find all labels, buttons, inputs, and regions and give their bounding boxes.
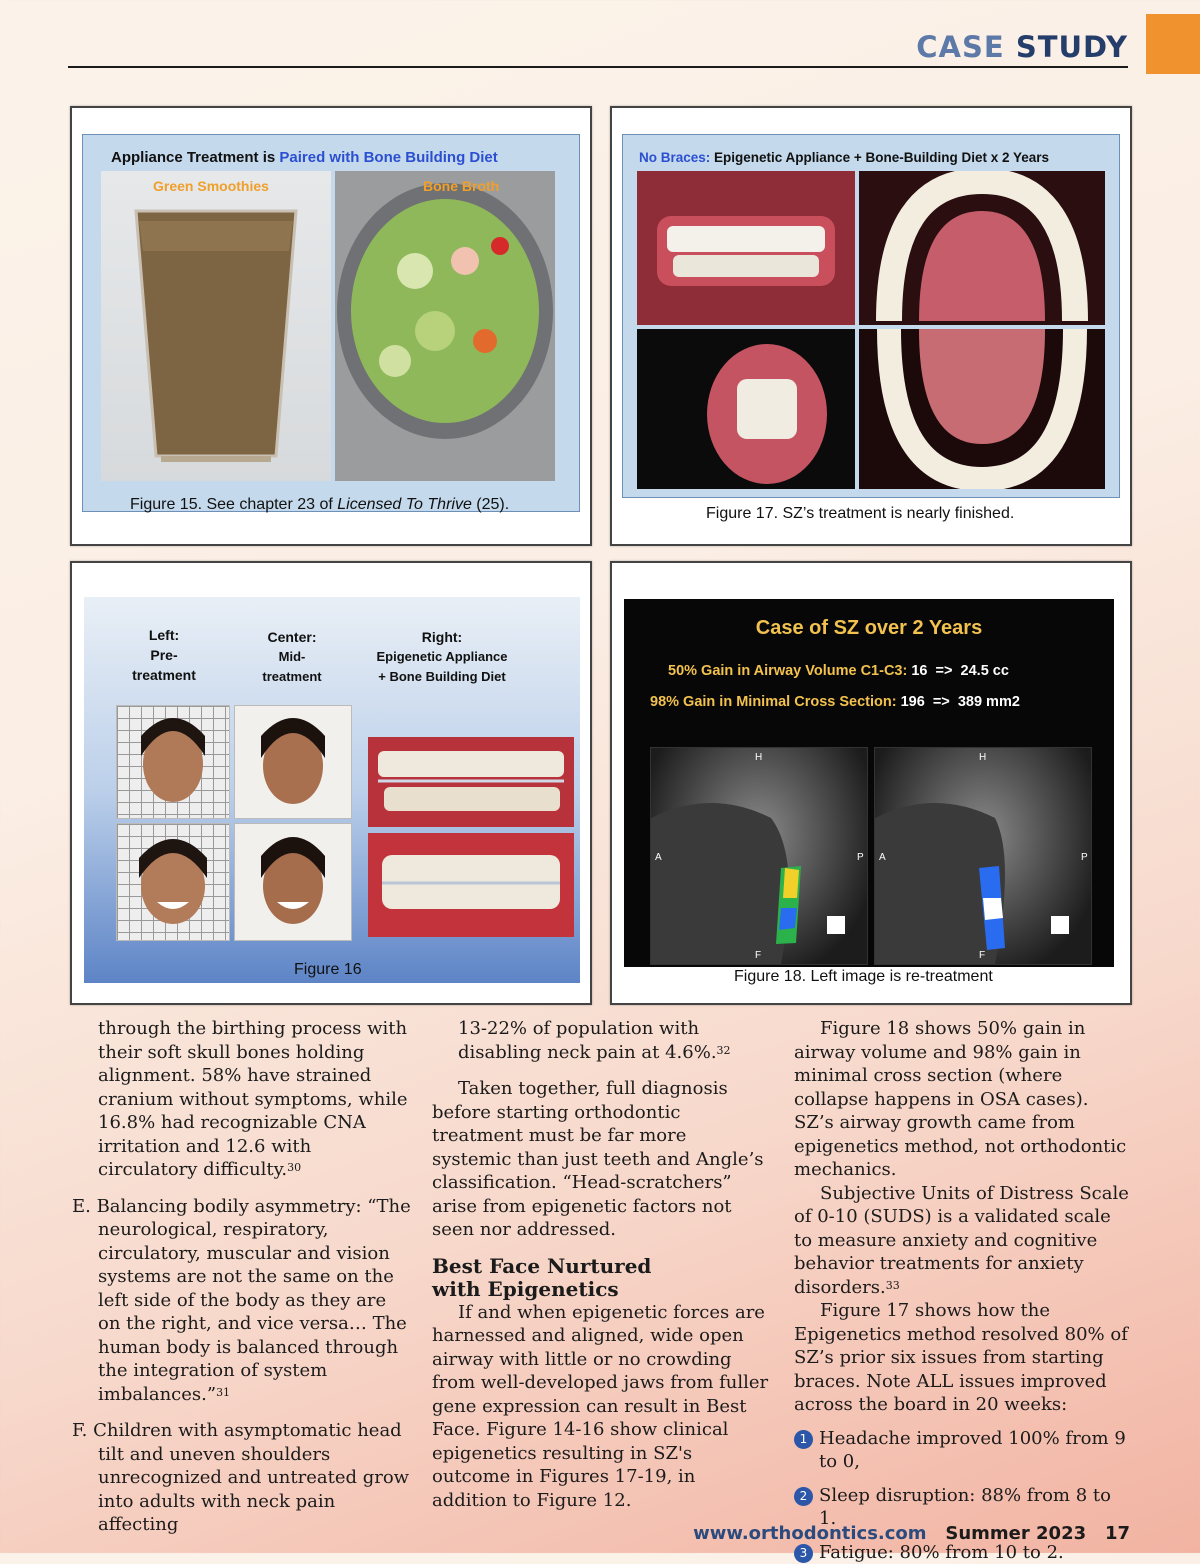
paragraph-figure-18: Figure 18 shows 50% gain in airway volume and 98% gain in minimal cross section (where collapse happens in OSA cases). SZ’s airway growth came from epigenetics method, not orthodontic mechanics. (794, 1017, 1130, 1182)
upper-arch-image (859, 171, 1105, 325)
figure-15-panel (82, 134, 580, 512)
paragraph-birthing: through the birthing process with their soft skull bones holding alignment. 58% have strained cranium without symptoms, while 16.8% had recognizable CNA irritation and 12.6 with circulatory difficulty.$^{30}$ (72, 1017, 412, 1182)
column-3 (794, 1017, 1130, 1564)
page-number: 17 (1105, 1523, 1130, 1544)
figure-17-panel (622, 134, 1120, 498)
paragraph-figure-17: Figure 17 shows how the Epigenetics method resolved 80% of SZ’s prior six issues from starting braces. Note ALL issues improved across the board in 20 weeks: (794, 1299, 1130, 1417)
appliance-photo-open (368, 737, 574, 827)
figure-18 (610, 561, 1132, 1005)
ct-scan-posttreatment (874, 747, 1092, 965)
figure-16-caption: Figure 16 (294, 961, 362, 979)
green-smoothies-label: Green Smoothies (153, 178, 269, 194)
figure-15 (70, 106, 592, 546)
figure-17-title: No Braces: Epigenetic Appliance + Bone-Building Diet x 2 Years (639, 150, 1049, 165)
face-photo-pre-smile (116, 823, 230, 941)
column-2 (432, 1017, 770, 1512)
upper-arch-photo (859, 171, 1105, 325)
paragraph-epigenetic-forces: If and when epigenetic forces are harnessed and aligned, wide open airway with little or no crowding from well-developed jaws from fuller gene expression can result in Best Face. Figure 14-16 show clinical epigenetics resulting in SZ's outcome in Figures 17-19, in addition to Figure 12. (432, 1301, 770, 1513)
figure-15-title: Appliance Treatment is Paired with Bone Building Diet (111, 149, 498, 166)
page-footer (693, 1523, 1130, 1544)
face-photo-mid-smile (234, 823, 352, 941)
bone-broth-photo (335, 171, 555, 481)
paragraph-item-f: F. Children with asymptomatic head tilt and uneven shoulders unrecognized and untreated grow into adults with neck pain affecting (72, 1419, 412, 1537)
svg-text:F: F (979, 950, 985, 961)
lateral-teeth-image (637, 329, 855, 489)
lateral-teeth-photo (637, 329, 855, 489)
bone-broth-pot-image (335, 171, 555, 481)
issue-label: Summer 2023 (945, 1523, 1086, 1544)
website-link[interactable]: www.orthodontics.com (693, 1523, 926, 1544)
figure-18-title: Case of SZ over 2 Years (624, 617, 1114, 640)
paragraph-suds: Subjective Units of Distress Scale of 0-10 (SUDS) is a validated scale to measure anxiety and cognitive behavior treatments for anxiety disorders.$^{33}$ (794, 1182, 1130, 1300)
smoothie-glass-image (101, 171, 331, 481)
lower-arch-image (859, 329, 1105, 489)
paragraph-full-diagnosis: Taken together, full diagnosis before starting orthodontic treatment must be far more systemic than just teeth and Angle’s classification. “Head-scratchers” arise from epigenetic factors not seen nor addressed. (432, 1077, 770, 1242)
number-1-icon: 1 (794, 1430, 813, 1449)
svg-text:A: A (879, 852, 886, 863)
svg-text:F: F (755, 950, 761, 961)
list-item-fatigue: 3 Fatigue: 80% from 10 to 2. (794, 1541, 1130, 1564)
bone-broth-label: Bone Broth (423, 178, 499, 194)
figure-16 (70, 561, 592, 1005)
face-photo-pre-neutral (116, 705, 230, 819)
paragraph-item-e: E. Balancing bodily asymmetry: “The neurological, respiratory, circulatory, muscular and vision systems are not the same on the left side of the body as they are on the right, and vice versa… The human body is balanced through the integration of system imbalances.”$^{31}$ (72, 1195, 412, 1407)
frontal-teeth-photo (637, 171, 855, 325)
list-item-headache: 1 Headache improved 100% from 9 to 0, (794, 1427, 1130, 1474)
airway-scan-right-image (875, 748, 1091, 964)
svg-text:P: P (857, 852, 864, 863)
figure-18-caption: Figure 18. Left image is re-treatment (734, 968, 993, 986)
lower-arch-photo (859, 329, 1105, 489)
appliance-photo-closed (368, 833, 574, 937)
airway-scan-left-image (651, 748, 867, 964)
section-heading: Best Face Nurtured with Epigenetics (432, 1255, 770, 1301)
header-rule (68, 66, 1128, 68)
left-pretreatment-label: Left: Pre- treatment (114, 625, 214, 685)
svg-text:H: H (979, 752, 986, 763)
ct-scan-pretreatment (650, 747, 868, 965)
right-epigenetic-label: Right: Epigenetic Appliance + Bone Building Diet (352, 627, 532, 687)
face-photo-mid-neutral (234, 705, 352, 819)
number-3-icon: 3 (794, 1544, 813, 1563)
svg-text:A: A (655, 852, 662, 863)
figure-17-caption: Figure 17. SZ’s treatment is nearly finished. (706, 505, 1014, 523)
cross-section-line: 98% Gain in Minimal Cross Section: 196 => 389 mm2 (650, 694, 1020, 710)
figure-16-panel (84, 597, 580, 983)
center-midtreatment-label: Center: Mid- treatment (242, 627, 342, 687)
number-2-icon: 2 (794, 1487, 813, 1506)
figure-18-panel (624, 599, 1114, 967)
svg-text:H: H (755, 752, 762, 763)
section-title: CASE STUDY (916, 30, 1128, 64)
smoothie-photo (101, 171, 331, 481)
figure-15-caption: Figure 15. See chapter 23 of Licensed To Thrive (25). (130, 496, 509, 514)
airway-volume-line: 50% Gain in Airway Volume C1-C3: 16 => 24.5 cc (668, 663, 1009, 679)
frontal-teeth-image (637, 171, 855, 325)
column-1 (72, 1017, 412, 1537)
paragraph-neck-pain: 13-22% of population with disabling neck pain at 4.6%.$^{32}$ (432, 1017, 770, 1064)
list-item-sleep: 2 Sleep disruption: 88% from 8 to 1. (794, 1484, 1130, 1531)
figure-17 (610, 106, 1132, 546)
section-tab-decoration (1146, 14, 1200, 74)
svg-text:P: P (1081, 852, 1088, 863)
